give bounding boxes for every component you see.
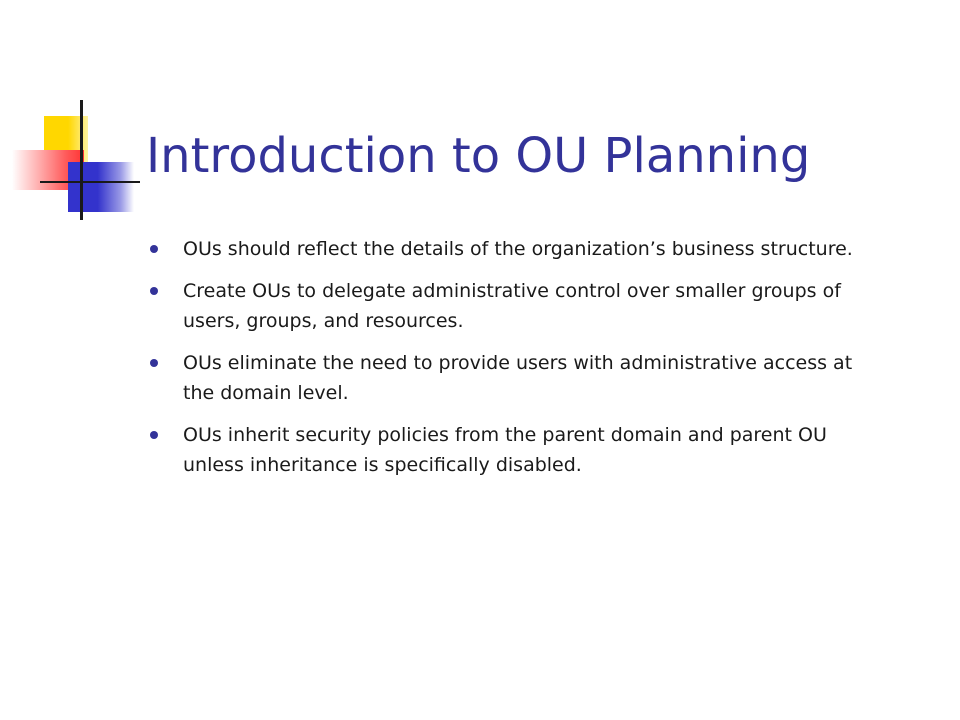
decorative-squares-logo-icon (10, 100, 140, 220)
bullet-item (150, 420, 870, 480)
slide-title: Introduction to OU Planning (146, 128, 811, 184)
bullet-item (150, 276, 870, 336)
logo-vertical-line (80, 100, 83, 220)
blue-square (68, 162, 134, 212)
bullet-item (150, 234, 870, 264)
bullet-text: OUs eliminate the need to provide users with administrative access at the domain level. (183, 352, 853, 404)
bullet-text: Create OUs to delegate administrative control over smaller groups of users, groups, and resources. (183, 280, 841, 332)
bullet-list (150, 234, 870, 492)
round-bullet-icon (150, 431, 158, 439)
bullet-item (150, 348, 870, 408)
round-bullet-icon (150, 287, 158, 295)
bullet-text: OUs should reflect the details of the organization’s business structure. (183, 238, 853, 260)
logo-horizontal-line (40, 181, 140, 183)
round-bullet-icon (150, 359, 158, 367)
round-bullet-icon (150, 245, 158, 253)
bullet-text: OUs inherit security policies from the parent domain and parent OU unless inheritance is specifically disabled. (183, 424, 827, 476)
